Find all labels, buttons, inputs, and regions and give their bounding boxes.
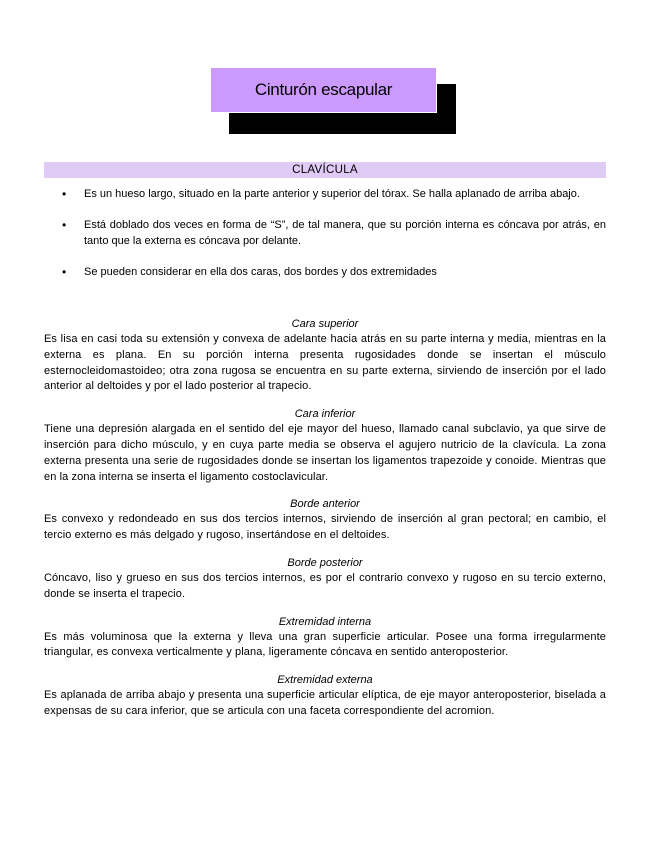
paragraph-borde-anterior: Es convexo y redondeado en sus dos tercios internos, sirviendo de inserción al gran pectoral; en cambio, el tercio externo es más delgado y rugoso, insertándose en el deltoides. — [44, 513, 606, 542]
content-body — [44, 317, 606, 720]
subheading-cara-inferior: Cara inferior — [294, 408, 356, 421]
paragraph-cara-superior: Es lisa en casi toda su extensión y convexa de adelante hacia atrás en su parte interna y media, mientras en la externa es plana. En su porción interna presenta rugosidades donde se insertan el músculo esternocleidomastoideo; otra zona rugosa se encuentra en su parte externa, sirviendo de inserción por el lado anterior al deltoides y por el lado posterior al trapecio. — [44, 333, 606, 393]
paragraph-extremidad-externa: Es aplanada de arriba abajo y presenta una superficie articular elíptica, de eje mayor anteroposterior, biselada a expensas de su cara inferior, que se articula con una faceta correspondiente del acromion. — [44, 689, 606, 717]
subheading-cara-superior: Cara superior — [291, 318, 359, 330]
bullet-item: • Está doblado dos veces en forma de “S”, de tal manera, que su porción interna es cóncava por atrás, en tanto que la externa es cóncava por delante. — [60, 217, 606, 249]
paragraph-cara-inferior: Tiene una depresión alargada en el sentido del eje mayor del hueso, llamado canal subclavio, ya que sirve de inserción para dicho músculo, y en cuya parte media se observa el agujero nutricio de la clavícula. La zona externa presenta una serie de rugosidades donde se insertan los ligamentos trapezoide y conoide. Mientras que en la zona interna se inserta el ligamento costoclavicular. — [44, 423, 606, 483]
bullet-list — [60, 186, 606, 295]
paragraph-extremidad-interna: Es más voluminosa que la externa y lleva una gran superficie articular. Posee una forma irregularmente triangular, es convexa verticalmente y plana, ligeramente cóncava en sentido anteroposterior. — [44, 630, 606, 659]
subheading-extremidad-externa: Extremidad externa — [277, 674, 373, 687]
subheading-extremidad-interna: Extremidad interna — [278, 615, 372, 628]
bullet-item: • Se pueden considerar en ella dos caras, dos bordes y dos extremidades — [60, 264, 606, 280]
bullet-item: • Es un hueso largo, situado en la parte anterior y superior del tórax. Se halla aplanado de arriba abajo. — [60, 186, 606, 202]
subheading-borde-posterior: Borde posterior — [287, 556, 363, 569]
page-title: Cinturón escapular — [210, 67, 437, 113]
paragraph-borde-posterior: Cóncavo, liso y grueso en sus dos tercios internos, es por el contrario convexo y rugoso en su tercio externo, donde se inserta el trapecio. — [44, 571, 606, 600]
section-header: CLAVÍCULA — [44, 162, 606, 178]
subheading-borde-anterior: Borde anterior — [290, 498, 360, 511]
